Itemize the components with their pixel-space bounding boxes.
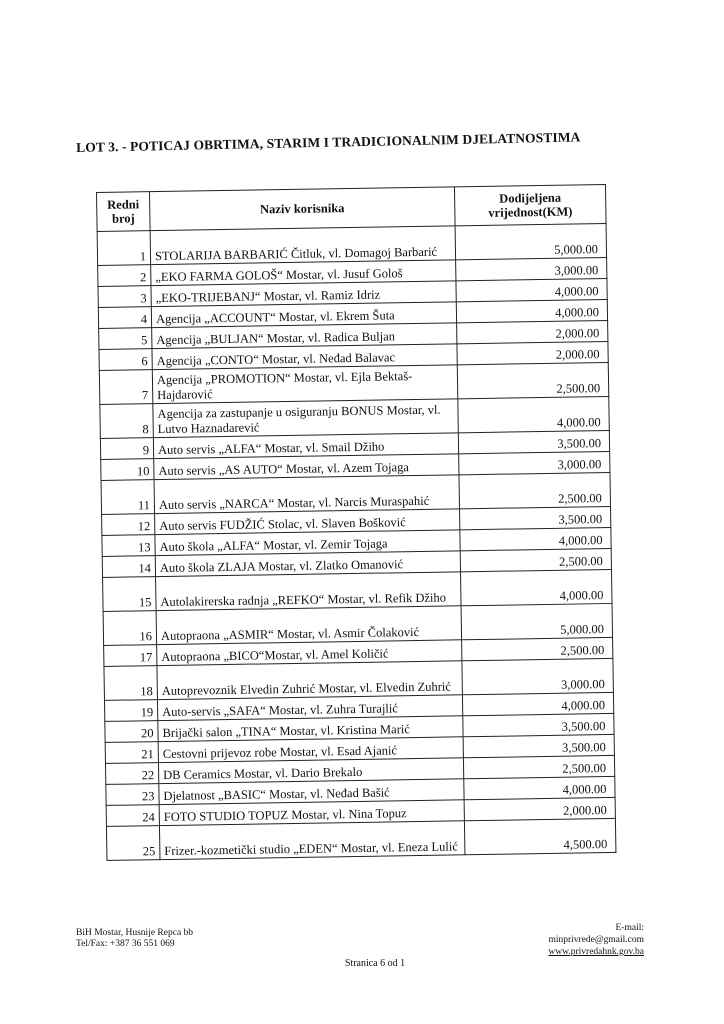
beneficiary-name: Brijački salon „TINA“ Mostar, vl. Kristina Marić <box>158 716 463 742</box>
row-number: 18 <box>104 666 158 701</box>
beneficiary-name: Auto servis FUDŽIĆ Stolac, vl. Slaven Bošković <box>155 509 460 535</box>
beneficiaries-table-wrapper <box>96 184 616 861</box>
footer-website-link[interactable]: www.privredahnk.gov.ba <box>548 947 644 957</box>
row-number: 16 <box>103 611 157 646</box>
allocated-value: 2,500.00 <box>462 637 613 660</box>
beneficiary-name: „EKO-TRIJEBANJ“ Mostar, vl. Ramiz Idriz <box>151 281 456 307</box>
allocated-value: 3,500.00 <box>460 506 611 529</box>
beneficiary-name: Cestovni prijevoz robe Mostar, vl. Esad Ajanić <box>158 737 463 763</box>
table-body <box>97 223 616 860</box>
row-number: 22 <box>105 763 158 785</box>
beneficiary-name: Agencija „BULJAN“ Mostar, vl. Radica Buljan <box>152 323 457 349</box>
beneficiary-name: Autolakirerska radnja „REFKO“ Mostar, vl. Refik Džiho <box>156 572 461 611</box>
row-number: 5 <box>99 328 152 350</box>
row-number: 13 <box>102 535 155 557</box>
header-dodijeljena-vrijednost: Dodijeljena vrijednost(KM) <box>454 184 606 225</box>
beneficiary-name: Auto-servis „SAFA“ Mostar, vl. Zuhra Turajlić <box>157 695 462 721</box>
row-number: 15 <box>103 577 157 612</box>
allocated-value: 2,500.00 <box>463 755 614 778</box>
row-number: 9 <box>100 438 153 460</box>
beneficiary-name: Agencija za zastupanje u osiguranju BONUS Mostar, vl. Lutvo Haznadarević <box>153 399 458 438</box>
allocated-value: 3,000.00 <box>456 257 607 280</box>
row-number: 10 <box>101 459 154 481</box>
allocated-value: 5,000.00 <box>455 223 607 259</box>
beneficiary-name: „EKO FARMA GOLOŠ“ Mostar, vl. Jusuf Gološ <box>151 260 456 286</box>
row-number: 12 <box>102 514 155 536</box>
row-number: 21 <box>105 742 158 764</box>
allocated-value: 5,000.00 <box>461 603 613 639</box>
allocated-value: 3,000.00 <box>459 451 610 474</box>
footer-address-line: BiH Mostar, Husnije Repca bb <box>76 928 194 938</box>
row-number: 19 <box>104 700 157 722</box>
beneficiary-name: Agencija „PROMOTION“ Mostar, vl. Ejla Bektaš-Hajdarović <box>152 365 457 404</box>
row-number: 20 <box>105 721 158 743</box>
allocated-value: 2,000.00 <box>457 341 608 364</box>
beneficiary-name: DB Ceramics Mostar, vl. Dario Brekalo <box>158 758 463 784</box>
beneficiaries-table <box>96 184 616 861</box>
allocated-value: 4,000.00 <box>461 569 613 605</box>
footer-address <box>76 928 193 950</box>
header-naziv-korisnika: Naziv korisnika <box>150 187 456 231</box>
allocated-value: 3,500.00 <box>458 430 609 453</box>
allocated-value: 2,500.00 <box>457 362 609 398</box>
allocated-value: 3,500.00 <box>463 713 614 736</box>
row-number: 11 <box>101 480 155 515</box>
row-number: 23 <box>106 784 159 806</box>
allocated-value: 4,000.00 <box>458 396 610 432</box>
beneficiary-name: Autoprevoznik Elvedin Zuhrić Mostar, vl. Elvedin Zuhrić <box>157 661 462 700</box>
row-number: 3 <box>98 286 151 308</box>
beneficiary-name: Auto servis „NARCA“ Mostar, vl. Narcis Muraspahić <box>154 475 459 514</box>
beneficiary-name: Auto škola „ALFA“ Mostar, vl. Zemir Tojaga <box>155 530 460 556</box>
beneficiary-name: Autopraona „ASMIR“ Mostar, vl. Asmir Čolaković <box>156 606 461 645</box>
allocated-value: 4,000.00 <box>464 776 615 799</box>
header-redni-broj: Redni broj <box>97 192 151 232</box>
allocated-value: 4,000.00 <box>456 278 607 301</box>
row-number: 14 <box>102 556 155 578</box>
row-number: 4 <box>98 307 151 329</box>
allocated-value: 4,000.00 <box>456 299 607 322</box>
row-number: 24 <box>106 805 159 827</box>
allocated-value: 2,500.00 <box>460 548 611 571</box>
allocated-value: 2,000.00 <box>464 797 615 820</box>
footer-phone-line: Tel/Fax: +387 36 551 069 <box>76 939 175 949</box>
footer-contact <box>528 922 644 958</box>
lot-title: LOT 3. - POTICAJ OBRTIMA, STARIM I TRADICIONALNIM DJELATNOSTIMA <box>76 129 581 155</box>
row-number: 17 <box>104 645 157 667</box>
beneficiary-name: Djelatnost „BASIC“ Mostar, vl. Neđad Bašić <box>159 779 464 805</box>
allocated-value: 3,000.00 <box>462 658 614 694</box>
allocated-value: 3,500.00 <box>463 734 614 757</box>
row-number: 8 <box>100 404 154 439</box>
beneficiary-name: Auto servis „AS AUTO“ Mostar, vl. Azem Tojaga <box>154 454 459 480</box>
beneficiary-name: Frizer.-kozmetički studio „EDEN“ Mostar, vl. Eneza Lulić <box>159 821 464 860</box>
beneficiary-name: Auto servis „ALFA“ Mostar, vl. Smail Džiho <box>153 433 458 459</box>
beneficiary-name: Agencija „CONTO“ Mostar, vl. Neđad Balavac <box>152 344 457 370</box>
beneficiary-name: Autopraona „BICO“Mostar, vl. Amel Količić <box>157 640 462 666</box>
page-number: Stranica 6 od 1 <box>344 958 406 969</box>
row-number: 2 <box>98 265 151 287</box>
row-number: 6 <box>99 349 152 371</box>
allocated-value: 4,000.00 <box>460 527 611 550</box>
beneficiary-name: STOLARIJA BARBARIĆ Čitluk, vl. Domagoj Barbarić <box>150 226 455 265</box>
allocated-value: 4,000.00 <box>462 692 613 715</box>
footer-email[interactable]: E-mail: minprivrede@gmail.com <box>548 923 644 945</box>
row-number: 7 <box>99 370 153 405</box>
row-number: 1 <box>97 231 151 266</box>
beneficiary-name: FOTO STUDIO TOPUZ Mostar, vl. Nina Topuz <box>159 800 464 826</box>
allocated-value: 4,500.00 <box>464 818 616 854</box>
allocated-value: 2,500.00 <box>459 472 611 508</box>
row-number: 25 <box>106 826 160 861</box>
allocated-value: 2,000.00 <box>457 320 608 343</box>
beneficiary-name: Auto škola ZLAJA Mostar, vl. Zlatko Omanović <box>155 551 460 577</box>
beneficiary-name: Agencija „ACCOUNT“ Mostar, vl. Ekrem Šuta <box>151 302 456 328</box>
